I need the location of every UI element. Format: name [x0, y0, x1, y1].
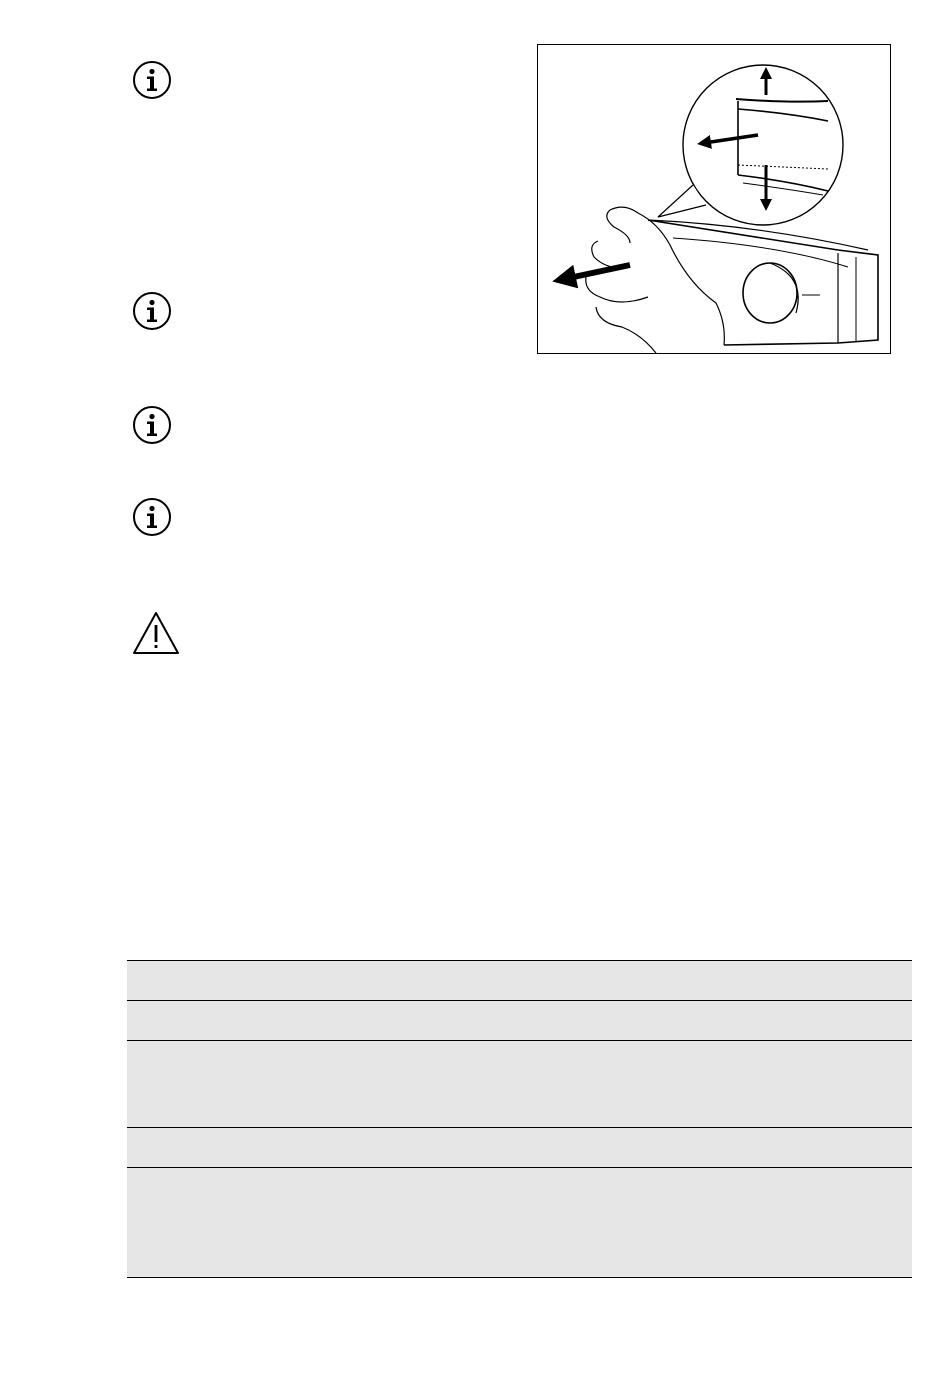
info-icon: [132, 60, 172, 100]
table-row: [127, 960, 912, 1000]
table-row: [127, 1040, 912, 1127]
shelf-removal-illustration: [537, 44, 891, 354]
table-row: [127, 1127, 912, 1167]
info-icon: [132, 291, 172, 331]
table-row: [127, 1000, 912, 1040]
info-icon: [132, 497, 172, 537]
table-row: [127, 1167, 912, 1278]
warning-triangle-icon: [131, 610, 181, 656]
data-table: [127, 960, 912, 1278]
info-icon: [132, 405, 172, 445]
